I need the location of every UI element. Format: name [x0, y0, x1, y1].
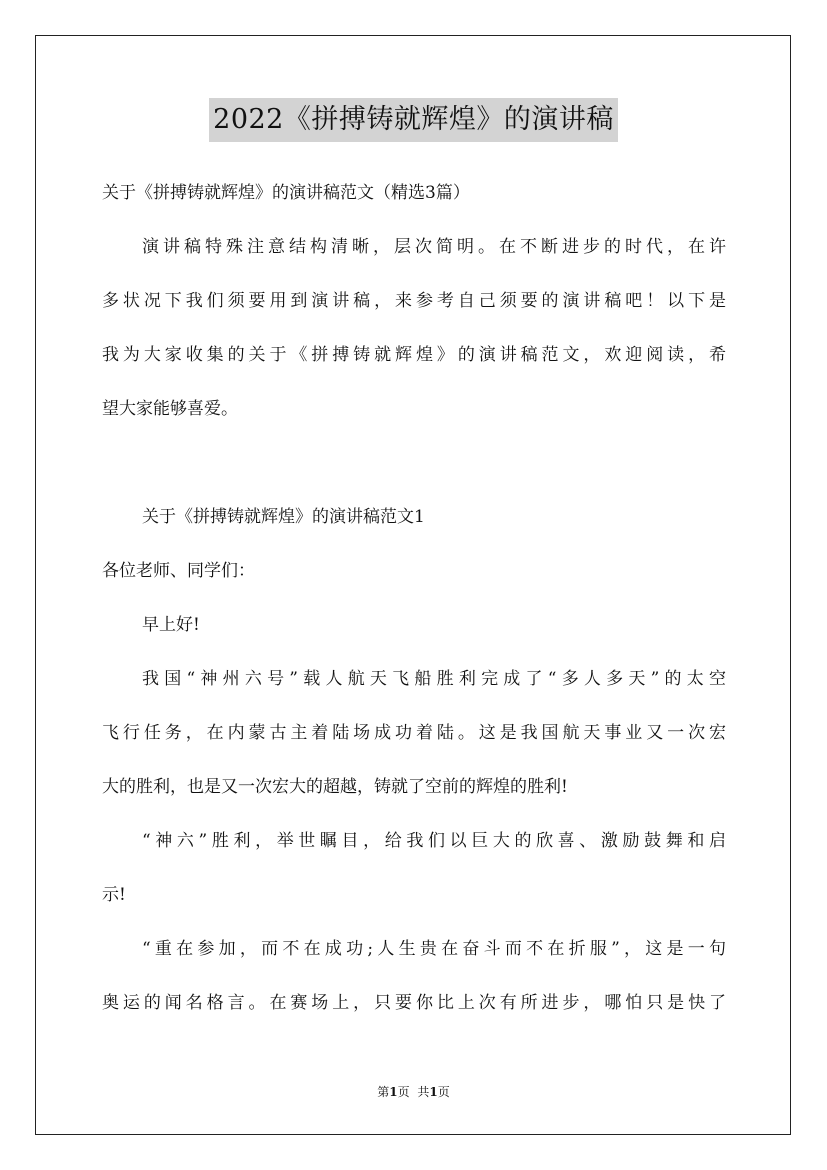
- salutation: 各位老师、同学们：: [102, 561, 255, 581]
- body-line-2: 飞行任务，在内蒙古主着陆场成功着陆。这是我国航天事业又一次宏: [102, 723, 726, 743]
- footer-page-suffix: 页: [397, 1085, 410, 1099]
- body-line-7: 奥运的闻名格言。在赛场上，只要你比上次有所进步，哪怕只是快了: [102, 993, 726, 1013]
- greeting: 早上好!: [142, 615, 200, 635]
- footer-page-number: 1: [389, 1085, 398, 1099]
- intro-line-1: 演讲稿特殊注意结构清晰，层次简明。在不断进步的时代，在许: [142, 237, 726, 257]
- body-line-3: 大的胜利，也是又一次宏大的超越，铸就了空前的辉煌的胜利!: [102, 777, 568, 797]
- document-title: [0, 98, 827, 142]
- body-line-4: “神六”胜利，举世瞩目，给我们以巨大的欣喜、激励鼓舞和启: [142, 831, 726, 851]
- footer-total-prefix: 共: [417, 1085, 430, 1099]
- intro-line-4: 望大家能够喜爱。: [102, 399, 238, 419]
- document-title-text: 2022《拼搏铸就辉煌》的演讲稿: [209, 98, 618, 142]
- intro-line-3: 我为大家收集的关于《拼搏铸就辉煌》的演讲稿范文，欢迎阅读，希: [102, 345, 726, 365]
- footer-total-suffix: 页: [437, 1085, 450, 1099]
- document-subtitle: 关于《拼搏铸就辉煌》的演讲稿范文（精选3篇）: [102, 183, 470, 203]
- page-footer: [0, 1084, 827, 1100]
- intro-line-2: 多状况下我们须要用到演讲稿，来参考自己须要的演讲稿吧！以下是: [102, 291, 726, 311]
- body-line-1: 我国“神州六号”载人航天飞船胜利完成了“多人多天”的太空: [142, 669, 726, 689]
- footer-total-number: 1: [429, 1085, 438, 1099]
- body-line-5: 示!: [102, 885, 126, 905]
- section-heading: 关于《拼搏铸就辉煌》的演讲稿范文1: [142, 507, 425, 527]
- footer-page-prefix: 第: [377, 1085, 390, 1099]
- body-line-6: “重在参加，而不在成功;人生贵在奋斗而不在折服”，这是一句: [142, 939, 726, 959]
